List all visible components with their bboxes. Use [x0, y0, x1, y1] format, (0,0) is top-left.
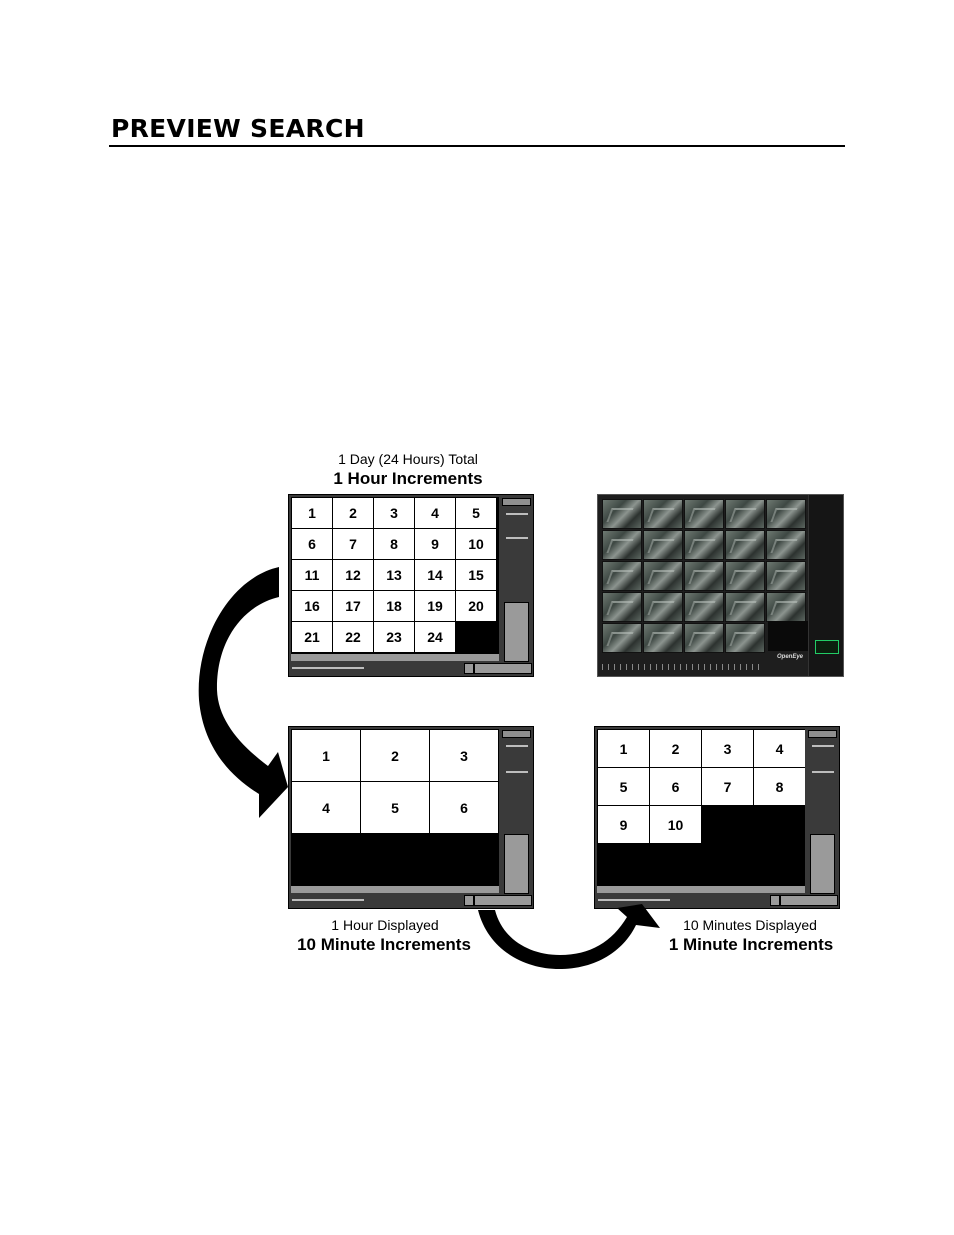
grid-cell: 8 [753, 767, 805, 806]
right-caption-big: 1 Minute Increments [668, 935, 834, 954]
grid-cell: 7 [701, 767, 754, 806]
grid-cell: 24 [414, 621, 456, 653]
grid-cell: 17 [332, 590, 374, 622]
grid-cell: 9 [414, 528, 456, 560]
grid-cell: 5 [597, 767, 650, 806]
grid-cell: 3 [373, 497, 415, 529]
grid-cell: 16 [291, 590, 333, 622]
grid-cell: 4 [414, 497, 456, 529]
page-title: PREVIEW SEARCH [111, 114, 365, 143]
grid-cell: 19 [414, 590, 456, 622]
zoom-arrow-left [199, 567, 288, 818]
grid-cell: 15 [455, 559, 497, 591]
grid-cell: 7 [332, 528, 374, 560]
grid-cell: 2 [332, 497, 374, 529]
grid-cell: 6 [649, 767, 702, 806]
grid-cell: 10 [649, 805, 702, 844]
grid-cell: 20 [455, 590, 497, 622]
grid-cell: 5 [360, 781, 430, 834]
grid-cell: 23 [373, 621, 415, 653]
grid-cell: 6 [429, 781, 499, 834]
grid-cell: 5 [455, 497, 497, 529]
grid-cell: 10 [455, 528, 497, 560]
grid-cell: 12 [332, 559, 374, 591]
left-caption-big: 10 Minute Increments [297, 935, 471, 954]
grid-cell: 4 [291, 781, 361, 834]
grid-cell: 6 [291, 528, 333, 560]
grid-cell: 9 [597, 805, 650, 844]
grid-cell: 4 [753, 729, 805, 768]
grid-cell: 1 [291, 729, 361, 782]
brand-logo: OpenEye [776, 654, 803, 660]
zoom-arrow-bottom [478, 904, 660, 969]
top-caption-small: 1 Day (24 Hours) Total [338, 451, 478, 467]
grid-cell: 2 [649, 729, 702, 768]
grid-cell: 8 [373, 528, 415, 560]
grid-cell: 3 [701, 729, 754, 768]
grid-cell: 22 [332, 621, 374, 653]
grid-cell: 3 [429, 729, 499, 782]
grid-cell: 14 [414, 559, 456, 591]
top-caption-big: 1 Hour Increments [333, 469, 483, 488]
grid-cell: 2 [360, 729, 430, 782]
grid-cell: 1 [597, 729, 650, 768]
grid-cell: 18 [373, 590, 415, 622]
grid-cell: 1 [291, 497, 333, 529]
left-caption-small: 1 Hour Displayed [331, 917, 439, 933]
grid-cell: 11 [291, 559, 333, 591]
right-caption-small: 10 Minutes Displayed [683, 917, 817, 933]
grid-cell: 21 [291, 621, 333, 653]
grid-cell: 13 [373, 559, 415, 591]
